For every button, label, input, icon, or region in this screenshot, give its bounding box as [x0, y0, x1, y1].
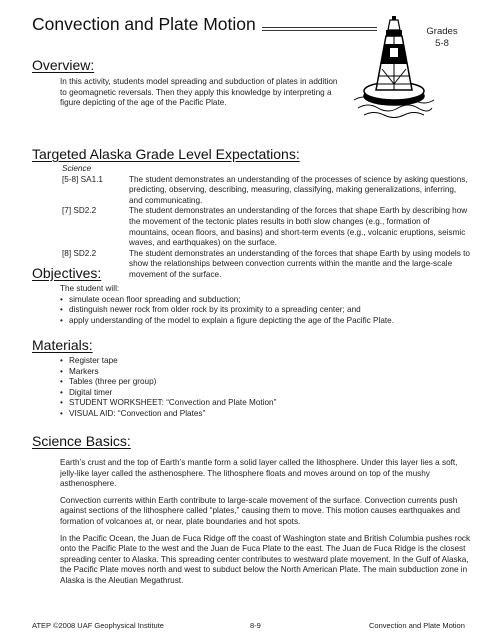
- list-item: • distinguish newer rock from older rock by its proximity to a spreading center; and: [60, 305, 470, 316]
- footer-right: Convection and Plate Motion: [369, 621, 465, 630]
- materials-list: [60, 356, 470, 420]
- gle-item: [62, 206, 472, 248]
- gle-text: The student demonstrates an understanding of the forces that shape Earth by describing how the movement of the tectonic plates results in both slow changes (e.g., formation of mountains, ocean floors, and basins) and short-term events (e.g., volcanic eruptions, seismic waves, and earthquakes) on the surface.: [129, 206, 468, 248]
- footer-page-number: 8-9: [250, 621, 261, 630]
- gle-text: The student demonstrates an understanding of the forces that shape Earth by using models to show the relationships between convection currents within the mantle and the large-scale movement of the surface.: [129, 248, 470, 279]
- gle-code: [5-8] SA1.1: [62, 174, 103, 184]
- page-title: Convection and Plate Motion: [32, 14, 256, 34]
- gle-heading: Targeted Alaska Grade Level Expectations:: [32, 146, 300, 162]
- basics-paragraph: In the Pacific Ocean, the Juan de Fuca Ridge off the coast of Washington state and British Columbia pushes rock onto the Pacific Plate to the west and the Juan de Fuca Plate to the east. The Juan de Fuca Ridge is the closest spreading center to Alaska. This spreading center contributes to westward plate movement. In the Gulf of Alaska, the Pacific Plate moves north and west to subduct below the North American Plate. The main subduction zone in Alaska is the Aleutian Megathrust.: [60, 533, 471, 585]
- grades-label-text: Grades: [426, 26, 458, 37]
- gle-code: [8] SD2.2: [62, 248, 97, 258]
- grades-range: 5-8: [435, 38, 449, 49]
- overview-text: In this activity, students model spreading and subduction of plates in addition to geomagnetic reversals. Then they apply this knowledge by interpreting a figure depicting of the age of the Pacific Plate.: [60, 77, 338, 108]
- objectives-block: [60, 284, 470, 326]
- grades-label: [426, 26, 458, 50]
- list-item: • VISUAL AID: “Convection and Plates”: [60, 409, 470, 420]
- list-item: • simulate ocean floor spreading and subduction;: [60, 295, 470, 306]
- gle-item: [62, 175, 472, 207]
- basics-paragraph: Earth’s crust and the top of Earth’s mantle form a solid layer called the lithosphere. Under this layer lies a soft, jelly-like layer called the asthenosphere. The lithosphere floats and moves around on top of the mushy asthenosphere.: [60, 458, 458, 489]
- list-item: • STUDENT WORKSHEET: “Convection and Plate Motion”: [60, 398, 470, 409]
- list-item: • Markers: [60, 367, 470, 378]
- gle-code: [7] SD2.2: [62, 206, 97, 216]
- buoy-illustration-icon: [352, 14, 436, 124]
- objectives-heading: Objectives:: [32, 265, 102, 281]
- basics-block: [60, 458, 475, 593]
- materials-heading: Materials:: [32, 337, 93, 353]
- gle-category: Science: [62, 164, 92, 173]
- list-item: • Register tape: [60, 356, 470, 367]
- gle-item: [62, 249, 472, 281]
- basics-heading: Science Basics:: [32, 433, 131, 449]
- overview-heading: Overview:: [32, 57, 95, 73]
- objectives-intro: The student will:: [60, 284, 120, 293]
- gle-text: The student demonstrates an understanding of the processes of science by asking questions, predicting, observing, describing, measuring, classifying, making generalizations, inferring, and communicating.: [129, 174, 468, 205]
- basics-paragraph: Convection currents within Earth contribute to large-scale movement of the surface. Convection currents push against sections of the lithosphere called “plates,” causing them to move. This motion causes earthquakes and formation of volcanoes at, or near, plate boundaries and hot spots.: [60, 495, 460, 526]
- footer-left: ATEP ©2008 UAF Geophysical Institute: [32, 621, 164, 630]
- list-item: • apply understanding of the model to explain a figure depicting the age of the Pacific Plate.: [60, 316, 470, 327]
- materials-block: [60, 356, 470, 420]
- objectives-list: [60, 295, 470, 327]
- gle-list: [62, 164, 472, 281]
- list-item: • Digital timer: [60, 388, 470, 399]
- list-item: • Tables (three per group): [60, 377, 470, 388]
